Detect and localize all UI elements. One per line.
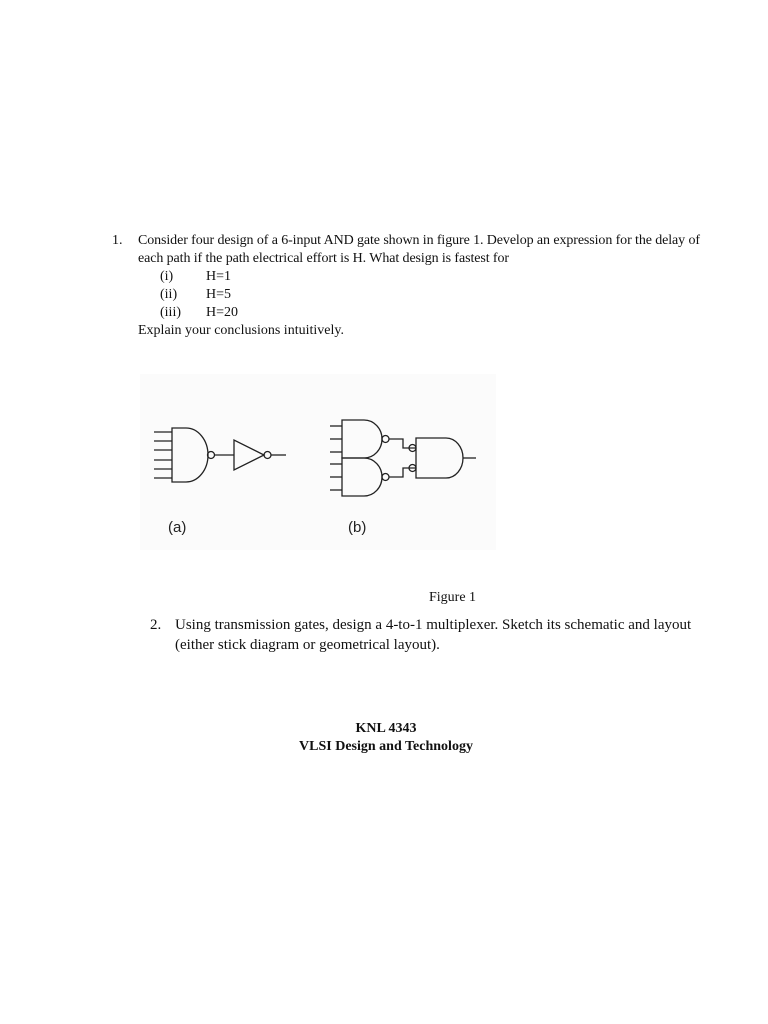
option-i-number: (i): [160, 269, 174, 284]
option-i-value: H=1: [206, 269, 232, 284]
option-iii-number: (iii): [160, 305, 181, 320]
gate-diagram: [140, 374, 496, 550]
question-1-explain: Explain your conclusions intuitively.: [138, 323, 344, 338]
question-1-text-line-1: Consider four design of a 6-input AND gate shown in figure 1. Develop an expression for the delay of: [138, 233, 700, 248]
design-b-nand3-lower: [330, 458, 416, 496]
question-2-text-line-1: Using transmission gates, design a 4-to-1 multiplexer. Sketch its schematic and layout: [175, 617, 692, 633]
course-code: KNL 4343: [355, 721, 417, 736]
question-2-number: 2.: [150, 617, 162, 633]
question-1-text-line-2: each path if the path electrical effort is H. What design is fastest for: [138, 251, 509, 266]
option-iii-value: H=20: [206, 305, 239, 320]
design-b-and2-gate: [409, 438, 476, 478]
figure-1: [140, 374, 496, 550]
design-a-inverter: [234, 440, 286, 470]
option-ii-number: (ii): [160, 287, 178, 302]
question-2-text-line-2: (either stick diagram or geometrical layout).: [175, 637, 440, 653]
option-ii-value: H=5: [206, 287, 232, 302]
figure-label-a: (a): [168, 519, 187, 536]
design-b-nand3-upper: [330, 420, 416, 458]
course-title: VLSI Design and Technology: [299, 739, 473, 754]
design-a-nand6-gate: [154, 428, 234, 482]
figure-label-b: (b): [348, 519, 367, 536]
figure-caption: Figure 1: [429, 590, 477, 605]
question-1-number: 1.: [112, 233, 123, 248]
